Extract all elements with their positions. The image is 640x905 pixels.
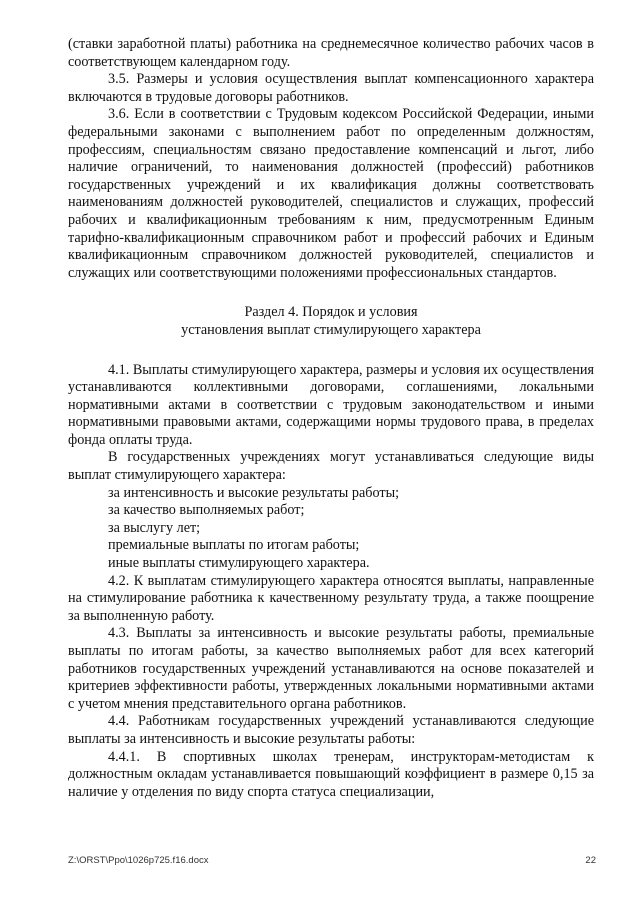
list-item: иные выплаты стимулирующего характера. — [108, 555, 370, 572]
paragraph-3-6: 3.6. Если в соответствии с Трудовым кодексом Российской Федерации, иными федеральными законами с выполнением работ по определенным должностям, профессиям, специальностям связано предоставление компенсаций и льгот, либо наличие ограничений, то наименования должностей (профессий) работников государственных учреждений и их квалификация должны соответствовать наименованиям должностей руководителей, специалистов и служащих, профессий рабочих и квалификационным требованиям к ним, предусмотренным Единым тарифно-квалификационным справочником работ и профессий рабочих и Единым квалификационным справочником должностей руководителей, специалистов и служащих или соответствующими положениями профессиональных стандартов. — [68, 106, 594, 281]
paragraph-4-2: 4.2. К выплатам стимулирующего характера относятся выплаты, направленные на стимулирование работника к качественному результату труда, а также поощрение за выполненную работу. — [68, 572, 594, 624]
paragraph-4-4-1: 4.4.1. В спортивных школах тренерам, инструкторам-методистам к должностным окладам устанавливается повышающий коэффициент в размере 0,15 за наличие у отделения по виду спорта статуса специализации, — [68, 748, 594, 800]
document-page — [68, 36, 594, 801]
list-item: премиальные выплаты по итогам работы; — [108, 537, 360, 554]
section-heading — [68, 304, 594, 339]
section-title-line-2: установления выплат стимулирующего характера — [181, 321, 481, 338]
footer-file-path: Z:\ORST\Ppo\1026p725.f16.docx — [68, 855, 209, 866]
paragraph-continuation: (ставки заработной платы) работника на среднемесячное количество рабочих часов в соответствующем календарном году. — [68, 36, 594, 70]
list-item: за интенсивность и высокие результаты работы; — [108, 484, 400, 501]
list-item: за выслугу лет; — [108, 519, 201, 536]
paragraph-types-intro: В государственных учреждениях могут устанавливаться следующие виды выплат стимулирующего характера: — [68, 449, 594, 484]
paragraph-3-5: 3.5. Размеры и условия осуществления выплат компенсационного характера включаются в трудовые договоры работников. — [68, 71, 594, 105]
paragraph-4-3: 4.3. Выплаты за интенсивность и высокие результаты работы, премиальные выплаты по итогам работы, за качество выполняемых работ для всех категорий работников государственных учреждений устанавливаются на основе показателей и критериев эффективности работы, утвержденных локальными нормативными актами с учетом мнения представительного органа работников. — [68, 625, 594, 712]
footer-page-number: 22 — [585, 855, 596, 866]
paragraph-4-4: 4.4. Работникам государственных учреждений устанавливаются следующие выплаты за интенсивность и высокие результаты работы: — [68, 713, 594, 747]
section-title-line-1: Раздел 4. Порядок и условия — [244, 304, 418, 321]
list-item: за качество выполняемых работ; — [108, 502, 305, 519]
paragraph-4-1: 4.1. Выплаты стимулирующего характера, размеры и условия их осуществления устанавливаются коллективными договорами, соглашениями, локальными нормативными актами в соответствии с трудовым законодательством и иными нормативными правовыми актами, содержащими нормы трудового права, в пределах фонда оплаты труда. — [68, 361, 594, 448]
